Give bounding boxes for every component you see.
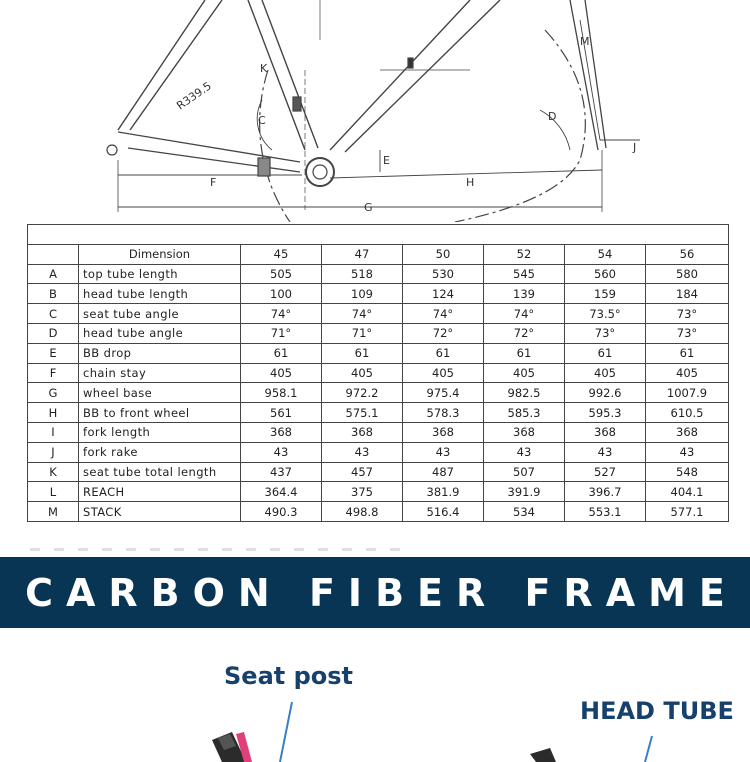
row-value: 595.3 (565, 403, 646, 423)
row-value: 404.1 (646, 482, 729, 502)
row-code: I (28, 422, 79, 442)
row-value: 73° (565, 323, 646, 343)
table-row (28, 264, 729, 284)
row-value: 74° (241, 304, 322, 324)
row-value: 72° (403, 323, 484, 343)
row-value: 561 (241, 403, 322, 423)
row-value: 553.1 (565, 502, 646, 522)
row-label: wheel base (79, 383, 241, 403)
row-value: 109 (322, 284, 403, 304)
row-code: L (28, 482, 79, 502)
row-value: 405 (646, 363, 729, 383)
table-row (28, 323, 729, 343)
row-value: 457 (322, 462, 403, 482)
table-row (28, 363, 729, 383)
row-value: 61 (484, 343, 565, 363)
row-label: seat tube total length (79, 462, 241, 482)
dim-letter-k: K (260, 62, 268, 75)
table-row (28, 482, 729, 502)
bottom-bracket (306, 158, 334, 186)
row-value: 610.5 (646, 403, 729, 423)
table-row (28, 403, 729, 423)
dim-letter-e: E (383, 154, 390, 167)
row-value: 405 (484, 363, 565, 383)
dim-letter-h: H (466, 176, 475, 189)
row-code: G (28, 383, 79, 403)
dim-letter-d: D (548, 110, 557, 123)
row-value: 184 (646, 284, 729, 304)
row-value: 43 (565, 442, 646, 462)
frame-geometry-drawing (0, 0, 750, 222)
row-value: 61 (565, 343, 646, 363)
head-tube-photo (530, 748, 556, 762)
row-value: 368 (646, 422, 729, 442)
row-value: 73° (646, 304, 729, 324)
row-value: 490.3 (241, 502, 322, 522)
table-row (28, 343, 729, 363)
row-label: fork rake (79, 442, 241, 462)
row-value: 364.4 (241, 482, 322, 502)
row-value: 958.1 (241, 383, 322, 403)
dim-letter-j: J (633, 141, 637, 154)
row-value: 534 (484, 502, 565, 522)
row-value: 73° (646, 323, 729, 343)
row-label: seat tube angle (79, 304, 241, 324)
geometry-table (27, 224, 729, 522)
seat-post-photo (212, 732, 252, 762)
row-value: 74° (484, 304, 565, 324)
row-code: M (28, 502, 79, 522)
size-header: 54 (565, 244, 646, 264)
table-row (28, 383, 729, 403)
table-header-row (28, 244, 729, 264)
row-code: H (28, 403, 79, 423)
table-row (28, 422, 729, 442)
row-value: 61 (241, 343, 322, 363)
row-value: 74° (322, 304, 403, 324)
row-value: 507 (484, 462, 565, 482)
row-code: F (28, 363, 79, 383)
row-value: 405 (322, 363, 403, 383)
section-banner (0, 557, 750, 628)
size-header: 45 (241, 244, 322, 264)
row-value: 405 (241, 363, 322, 383)
row-label: REACH (79, 482, 241, 502)
row-value: 405 (403, 363, 484, 383)
row-value: 71° (322, 323, 403, 343)
row-value: 578.3 (403, 403, 484, 423)
row-label: head tube length (79, 284, 241, 304)
row-value: 368 (322, 422, 403, 442)
head-tube-pointer (645, 736, 652, 762)
row-value: 375 (322, 482, 403, 502)
row-value: 368 (403, 422, 484, 442)
row-code: C (28, 304, 79, 324)
row-value: 73.5° (565, 304, 646, 324)
row-value: 124 (403, 284, 484, 304)
rear-wheel-arc (260, 70, 290, 222)
row-value: 516.4 (403, 502, 484, 522)
table-row (28, 304, 729, 324)
faint-divider (30, 548, 410, 551)
row-value: 381.9 (403, 482, 484, 502)
dimension-header: Dimension (79, 244, 241, 264)
row-label: BB drop (79, 343, 241, 363)
row-value: 577.1 (646, 502, 729, 522)
front-wheel-arc (455, 30, 585, 222)
row-value: 43 (403, 442, 484, 462)
row-value: 61 (322, 343, 403, 363)
row-value: 575.1 (322, 403, 403, 423)
size-header: 50 (403, 244, 484, 264)
row-label: fork length (79, 422, 241, 442)
row-value: 43 (646, 442, 729, 462)
row-label: chain stay (79, 363, 241, 383)
row-label: top tube length (79, 264, 241, 284)
dim-letter-m: M (580, 35, 590, 48)
row-label: STACK (79, 502, 241, 522)
row-value: 72° (484, 323, 565, 343)
row-label: head tube angle (79, 323, 241, 343)
row-value: 545 (484, 264, 565, 284)
row-value: 100 (241, 284, 322, 304)
row-code: K (28, 462, 79, 482)
row-value: 405 (565, 363, 646, 383)
row-value: 972.2 (322, 383, 403, 403)
row-value: 975.4 (403, 383, 484, 403)
row-value: 585.3 (484, 403, 565, 423)
row-code: B (28, 284, 79, 304)
size-header: 52 (484, 244, 565, 264)
row-value: 139 (484, 284, 565, 304)
row-code: D (28, 323, 79, 343)
row-value: 396.7 (565, 482, 646, 502)
row-value: 518 (322, 264, 403, 284)
radius-label: R339.5 (174, 79, 214, 113)
row-value: 498.8 (322, 502, 403, 522)
row-value: 368 (484, 422, 565, 442)
row-value: 368 (565, 422, 646, 442)
row-value: 530 (403, 264, 484, 284)
table-row (28, 502, 729, 522)
row-value: 527 (565, 462, 646, 482)
row-value: 368 (241, 422, 322, 442)
dim-letter-f: F (210, 176, 217, 189)
row-value: 437 (241, 462, 322, 482)
row-value: 580 (646, 264, 729, 284)
table-blank-row (28, 225, 729, 245)
row-code: E (28, 343, 79, 363)
row-code: A (28, 264, 79, 284)
size-header: 47 (322, 244, 403, 264)
head-tube-callout: HEAD TUBE (580, 697, 734, 725)
down-tube (330, 0, 500, 152)
banner-title: CARBON FIBER FRAME (25, 570, 738, 615)
row-value: 982.5 (484, 383, 565, 403)
row-value: 548 (646, 462, 729, 482)
table-row (28, 462, 729, 482)
row-value: 1007.9 (646, 383, 729, 403)
chain-stay (118, 132, 300, 172)
row-label: BB to front wheel (79, 403, 241, 423)
row-value: 61 (646, 343, 729, 363)
seat-stay (118, 0, 222, 130)
table-row (28, 284, 729, 304)
row-code: J (28, 442, 79, 462)
table-row (28, 442, 729, 462)
row-value: 487 (403, 462, 484, 482)
seat-post-callout: Seat post (224, 662, 354, 690)
size-header: 56 (646, 244, 729, 264)
row-value: 74° (403, 304, 484, 324)
row-value: 43 (241, 442, 322, 462)
dim-letter-c: C (258, 114, 266, 127)
dim-letter-g: G (364, 201, 373, 214)
row-value: 43 (484, 442, 565, 462)
row-value: 43 (322, 442, 403, 462)
row-value: 71° (241, 323, 322, 343)
row-value: 992.6 (565, 383, 646, 403)
seat-post-pointer (280, 702, 292, 762)
frame-parts-photos (0, 628, 750, 762)
row-value: 505 (241, 264, 322, 284)
row-value: 560 (565, 264, 646, 284)
row-value: 391.9 (484, 482, 565, 502)
row-value: 159 (565, 284, 646, 304)
row-value: 61 (403, 343, 484, 363)
